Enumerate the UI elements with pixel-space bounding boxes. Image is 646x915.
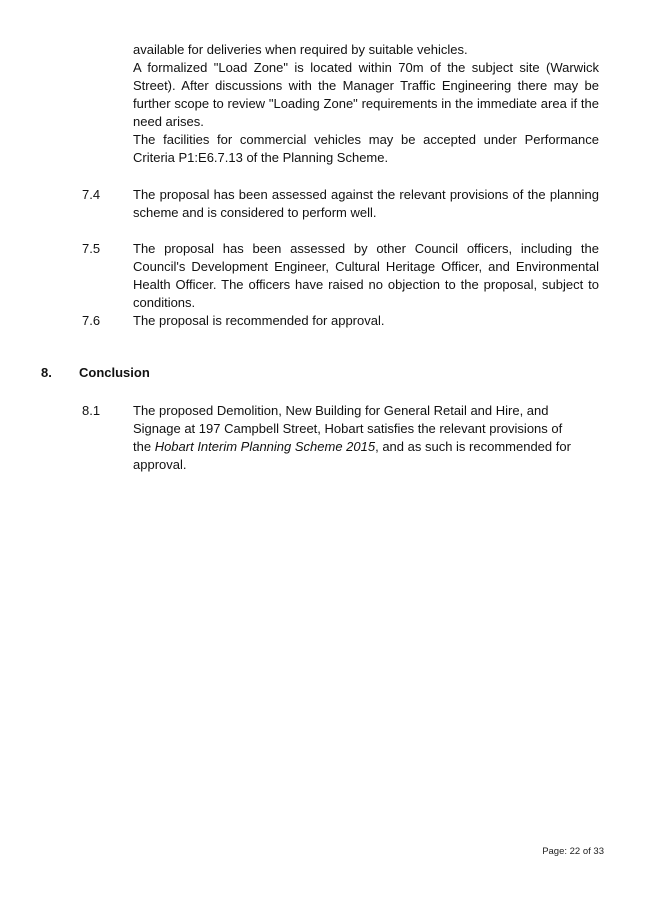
item-number: 7.6: [82, 313, 101, 328]
item-text: The proposal has been assessed against the relevant provisions of the planning scheme and is considered to perform well.: [133, 187, 599, 220]
conclusion-text-start: The proposed Demolition, New Building for General Retail and Hire, and Signage at 197 Campbell Street, Hobart satisfies the relevant provisions of the: [133, 403, 563, 454]
item-text: [133, 402, 578, 474]
conclusion-text-end: , and as such is recommended for approval.: [133, 439, 571, 472]
section-number: 8.: [41, 365, 52, 380]
item-number: 7.4: [82, 187, 101, 202]
item-number: 8.1: [82, 403, 101, 418]
planning-scheme-title: Hobart Interim Planning Scheme 2015: [154, 439, 376, 454]
item-text: The proposal is recommended for approval.: [133, 313, 385, 328]
continuation-paragraph-commercial-vehicles: The facilities for commercial vehicles may be accepted under Performance Criteria P1:E6.7.13 of the Planning Scheme.: [133, 132, 599, 165]
continuation-line-1: available for deliveries when required by suitable vehicles.: [133, 42, 468, 57]
item-number: 7.5: [82, 241, 101, 256]
section-title: Conclusion: [79, 365, 150, 380]
item-text: The proposal has been assessed by other Council officers, including the Council's Development Engineer, Cultural Heritage Officer, and Environmental Health Officer. The officers have raised no objection to the proposal, subject to conditions.: [133, 241, 599, 310]
continuation-paragraph-load-zone: A formalized "Load Zone" is located within 70m of the subject site (Warwick Street). After discussions with the Manager Traffic Engineering there may be further scope to review "Loading Zone" requirements in the immediate area if the need arises.: [133, 60, 599, 129]
page-number-footer: Page: 22 of 33: [542, 846, 604, 857]
continuation-block: [133, 41, 599, 167]
